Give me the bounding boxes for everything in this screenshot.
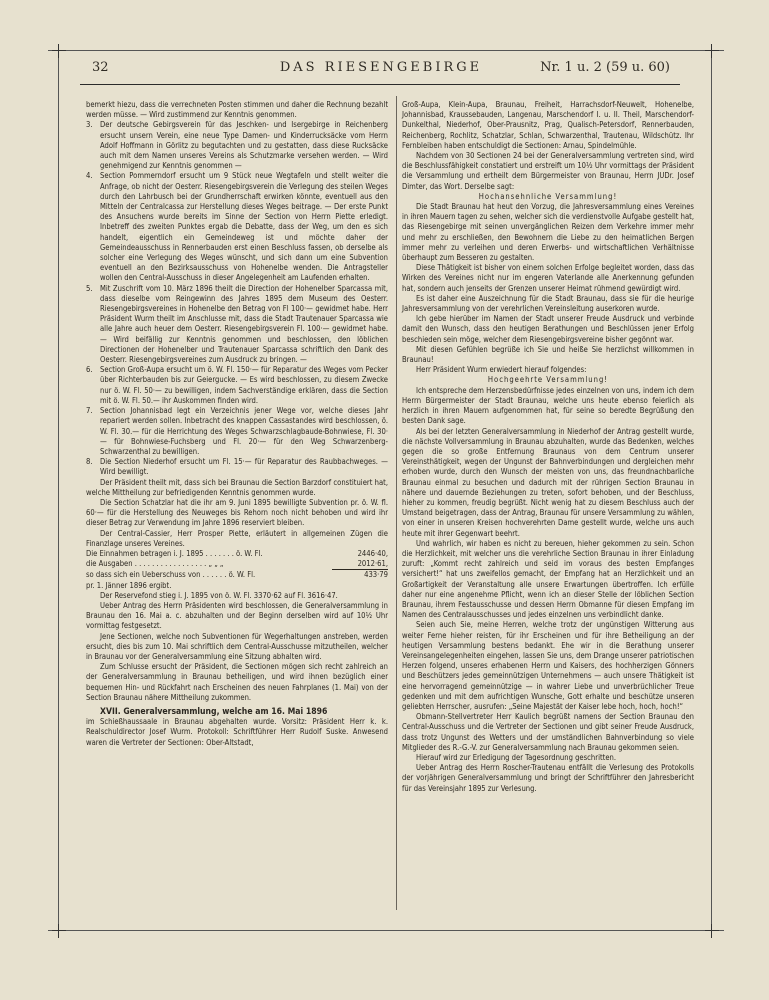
- finance-line: [86, 570, 388, 580]
- paragraph: Seien auch Sie, meine Herren, welche trotz der ungünstigen Witterung aus weiter Ferne hieher reisten, für ihr Erscheinen und für ihre Betheiligung an der heutigen Versammlung bestens bedankt. Ehe wir in die Berathung unserer Vereinsangelegenheiten eingehen, lassen Sie uns, dem Drange unserer patriotischen Herzen folgend, unseres erhabenen Herrn und Kaisers, des hochherzigen Gönners und Beschützers jedes gemeinnützigen Unternehmens — auch unsere Thätigkeit ist eine hervorragend gemeinnützige — in wahrer Liebe und unverbrüchlicher Treue gedenken und mit dem aufrichtigen Wunsche, Gott erhalte und beschütze unseren geliebten Herrscher, ausrufen: „Seine Majestät der Kaiser lebe hoch, hoch, hoch!“: [402, 620, 694, 711]
- finance-value: 2446·40,: [357, 548, 388, 558]
- left-frame-line: [58, 46, 59, 938]
- page-header: [92, 60, 670, 80]
- column-divider: [396, 96, 397, 910]
- item-text: Section Groß-Aupa ersucht um ö. W. Fl. 150·— für Reparatur des Weges vom Pecker über Richterbauden bis zur Geiergucke. — Es wird beschlossen, zu diesem Zwecke nur ö. W. Fl. 50·— zu bewilligen, indem Sachverständige erklären, dass die Section mit ö. W. Fl. 50.— ihr Auskommen finden wird.: [100, 365, 388, 405]
- list-item: [86, 406, 388, 457]
- finance-label: so dass sich ein Ueberschuss von . . . . . . ö. W. Fl.: [86, 570, 256, 580]
- list-item: [86, 120, 388, 171]
- paragraph: im Schießhaussaale in Braunau abgehalten wurde. Vorsitz: Präsident Herr k. k. Realschuldirector Josef Wurm. Protokoll: Schriftführer Herr Rudolf Suske. Anwesend waren die Vertreter der Sectionen: Ober-Altstadt,: [86, 717, 388, 747]
- paragraph: Der Reservefond stieg i. J. 1895 von ö. W. Fl. 3370·62 auf Fl. 3616·47.: [100, 590, 338, 600]
- item-number: 3.: [86, 120, 93, 130]
- paragraph: Ueber Antrag des Herrn Roscher-Trautenau entfällt die Verlesung des Protokolls der vorjährigen Generalversammlung und bringt der Schriftführer den Jahresbericht für das Vereinsjahr 1895 zur Verlesung.: [402, 763, 694, 793]
- bottom-frame-line: [48, 930, 724, 931]
- journal-title: DAS RIESENGEBIRGE: [279, 60, 483, 75]
- item-text: Section Pommerndorf ersucht um 9 Stück neue Wegtafeln und stellt weiter die Anfrage, ob nicht der Oesterr. Riesengebirgsverein die Verlegung des steilen Weges durch den Lahrbusch bei der Grundherrschaft erwirken könnte, eventuell aus den Mitteln der Centralcassa zur Herstellung dieses Weges beitrage. — Der erste Punkt des Ansuchens wurde bereits im Sinne der Section von Herrn Piette erledigt. Inbetreff des zweiten Punktes ergab die Debatte, dass der Weg, um den es sich handelt, eigentlich ein Gemeindeweg ist und möchte daher der Gemeindeausschuss in Rennerbauden erst einen Beschluss fassen, ob derselbe als solcher eine Verlegung des Weges wünscht, und sich dann um eine Subvention eventuell an den Bezirksausschuss von Hohenelbe wenden. Die Antragsteller wollen den Central-Ausschuss in dieser Angelegenheit am Laufenden erhalten.: [100, 171, 388, 283]
- paragraph: Ueber Antrag des Herrn Präsidenten wird beschlossen, die Generalversammlung in Braunau den 16. Mai a. c. abzuhalten und der Beginn derselben wird auf 10½ Uhr vormittag festgesetzt.: [86, 600, 388, 631]
- finance-label: die Ausgaben . . . . . . . . . . . . . . . . . „ „ „: [86, 559, 224, 569]
- paragraph: Obmann-Stellvertreter Herr Kaulich begrüßt namens der Section Braunau den Central-Ausschuss und die Vertreter der Sectionen und gibt seiner Freude Ausdruck, dass trotz Ungunst des Wetters und der umständlichen Bahnverbindung so viele Mitglieder des R.-G.-V. zur Generalversammlung nach Braunau gekommen seien.: [402, 712, 694, 752]
- finance-value: 2012·61,: [332, 559, 388, 570]
- paragraph: Und wahrlich, wir haben es nicht zu bereuen, hieher gekommen zu sein. Schon die Herzlichkeit, mit welcher uns die verehrliche Section Braunau in ihrer Einladung zuruft: „Kommt recht zahlreich und seid im voraus des besten Empfanges versichert!“ hat uns zweifellos gemacht, der Empfang hat an Herzlichkeit und an Großartigkeit der Veranstaltung alle unsere Erwartungen übertroffen. Ich erfülle daher nur eine angenehme Pflicht, wenn ich an dieser Stelle der löblichen Section Braunau, ihrem Festausschusse und dessen Herrn Obmanne für diesen Empfang im Namen des Centralausschusses und jedes einzelnen uns verbindlicht danke.: [402, 538, 694, 620]
- item-number: 4.: [86, 171, 93, 181]
- finance-value: 433·79: [364, 570, 388, 580]
- corner-cross-icon: [52, 44, 66, 58]
- paragraph: Diese Thätigkeit ist bisher von einem solchen Erfolge begleitet worden, dass das Wirken des Vereines nicht nur im engeren Vaterlande alle Anerkennung gefunden hat, sondern auch jenseits der Grenzen unserer Heimat rühmend gewürdigt wird.: [402, 263, 694, 293]
- paragraph: Die Stadt Braunau hat heut den Vorzug, die Jahresversammlung eines Vereines in ihren Mauern tagen zu sehen, welcher sich die verdienstvolle Aufgabe gestellt hat, das Riesengebirge mit seinen unvergänglichen Reizen dem Verkehre immer mehr und mehr zu erschließen, den Bewohnern die Liebe zu den heimatlichen Bergen immer mehr zu verleihen und deren Erwerbs- und wirtschaftlichen Verhältnisse überhaupt zum Besseren zu gestalten.: [402, 202, 694, 263]
- top-frame-line: [48, 50, 724, 51]
- item-number: 5.: [86, 283, 93, 293]
- header-rule: [80, 84, 680, 85]
- paragraph: Ich gebe hierüber im Namen der Stadt unserer Freude Ausdruck und verbinde damit den Wunsch, dass den heutigen Berathungen und Beschlüssen jener Erfolg beschieden sein möge, welcher dem Riesengebirgsvereine bisher gegönnt war.: [402, 314, 694, 344]
- finance-label: Die Einnahmen betragen i. J. 1895 . . . . . . . ö. W. Fl.: [86, 548, 263, 558]
- right-column: [402, 100, 694, 794]
- list-item: [86, 171, 388, 283]
- corner-cross-icon: [705, 924, 719, 938]
- page-number: 32: [92, 60, 109, 75]
- corner-cross-icon: [705, 44, 719, 58]
- issue-number: Nr. 1 u. 2 (59 u. 60): [540, 60, 670, 75]
- item-text: Der deutsche Gebirgsverein für das Jeschken- und Isergebirge in Reichenberg ersucht unsern Verein, eine neue Type Damen- und Kinderrucksäcke vom Herrn Adolf Hoffmann in Görlitz zu begutachten und zu gestatten, dass diese Rucksäcke auch mit dem Namen unseres Vereins als Schutzmarke versehen werden. — Wird genehmigend zur Kenntnis genommen —: [100, 120, 388, 171]
- paragraph: Als bei der letzten Generalversammlung in Niederhof der Antrag gestellt wurde, die nächste Vollversammlung in Braunau abzuhalten, wurde das Bedenken, welches gegen die so große Entfernung Braunaus von dem Centrum unserer Vereinsthätigkeit, wegen der Ungunst der Bahnverbindungen und dergleichen mehr erhoben wurde, durch den Wunsch der meisten von uns, das freundnachbarliche Braunau einmal zu besuchen und dadurch mit der rührigen Section Braunau in nähere und dauernde Beziehungen zu treten, sofort behoben, und der Beschluss, hieher zu kommen, freudig begrüßt. Nicht wenig hat zu diesem Beschluss auch der Umstand beigetragen, dass der Antrag, Braunau für unsere Versammlung zu wählen, von einer in unseren Kreisen hochverehrten Dame gestellt wurde, welche uns auch heute mit ihrer Gegenwart beehrt.: [402, 426, 694, 538]
- paragraph: Der Central-Cassier, Herr Prosper Piette, erläutert in allgemeinen Zügen die Finanzlage unseres Vereines.: [86, 528, 388, 548]
- list-item: [86, 365, 388, 406]
- item-text: Section Johannisbad legt ein Verzeichnis jener Wege vor, welche dieses Jahr repariert werden sollen. Inbetracht des knappen Cassastandes wird beschlossen, ö. W. Fl. 30.— für die Herrichtung des Weges Schwarzschlagbaude-Bohnwiese, Fl. 30·— für Bohnwiese-Fuchsberg und Fl. 20·— für den Weg Schwarzenberg-Schwarzenthal zu bewilligen.: [100, 406, 388, 456]
- paragraph: Mit diesen Gefühlen begrüße ich Sie und heiße Sie herzlichst willkommen in Braunau!: [402, 344, 694, 365]
- item-text: Mit Zuschrift vom 10. März 1896 theilt die Direction der Hohenelber Sparcassa mit, dass dieselbe vom Reingewinn des Jahres 1895 dem Museum des Oesterr. Riesengebirgsvereines in Hohenelbe den Betrag von Fl 100·— gewidmet habe. Herr Präsident Wurm theilt im Anschlusse mit, dass die Stadt Trautenauer Sparcassa wie alle Jahre auch heuer dem Oesterr. Riesengebirgsverein Fl. 100·— gewidmet habe. — Wird beifällig zur Kenntnis genommen und beschlossen, den löblichen Directionen der Hohenelber und Trautenauer Sparcassa schriftlich den Dank des Oesterr. Riesengebirgsvereines zum Ausdruck zu bringen. —: [100, 283, 388, 365]
- paragraph: Die Section Schatzlar hat die ihr am 9. Juni 1895 bewilligte Subvention pr. ö. W. fl. 60·— für die Herstellung des Neuweges bis Rehorn noch nicht behoben und wird ihr dieser Betrag zur Verwendung im Jahre 1896 reserviert bleiben.: [86, 497, 388, 528]
- finance-line: [86, 549, 388, 559]
- paragraph: Herr Präsident Wurm erwiedert hierauf folgendes:: [416, 365, 587, 375]
- paragraph: Ich entspreche dem Herzensbedürfnisse jedes einzelnen von uns, indem ich dem Herrn Bürgermeister der Stadt Braunau, welche uns heute ebenso feierlich als herzlich in ihren Mauern aufgenommen hat, für seine so beredte Begrüßung den besten Dank sage.: [402, 385, 694, 426]
- salutation: Hochgeehrte Versammlung!: [487, 375, 609, 385]
- paragraph: Nachdem von 30 Sectionen 24 bei der Generalversammlung vertreten sind, wird die Beschlussfähigkeit constatiert und erstreift um 10½ Uhr vormittags der Präsident die Versammlung und ertheilt dem Bürgermeister von Braunau, Herrn JUDr. Josef Dimter, das Wort. Derselbe sagt:: [402, 151, 694, 191]
- list-item: [86, 284, 388, 366]
- paragraph: Hierauf wird zur Erledigung der Tagesordnung geschritten.: [416, 753, 617, 762]
- item-number: 8.: [86, 457, 93, 467]
- item-number: 7.: [86, 406, 93, 416]
- corner-cross-icon: [52, 924, 66, 938]
- left-column: [86, 100, 388, 748]
- paragraph: Der Präsident theilt mit, dass sich bei Braunau die Section Barzdorf constituiert hat, welche Mittheilung zur befriedigenden Kenntnis genommen wurde.: [86, 477, 388, 497]
- paragraph: Jene Sectionen, welche noch Subventionen für Wegerhaltungen anstreben, werden ersucht, dies bis zum 10. Mai schriftlich dem Central-Ausschusse mitzutheilen, welcher in Braunau vor der Generalversammlung eine Sitzung abhalten wird.: [86, 631, 388, 661]
- right-frame-line: [711, 46, 712, 938]
- item-text: Die Section Niederhof ersucht um Fl. 15·— für Reparatur des Raubbachweges. — Wird bewilligt.: [100, 457, 388, 477]
- section-heading: XVII. Generalversammlung, welche am 16. Mai 1896: [100, 706, 328, 717]
- salutation: Hochansehnliche Versammlung!: [478, 191, 618, 201]
- paragraph: Zum Schlusse ersucht der Präsident, die Sectionen mögen sich recht zahlreich an der Generalversammlung in Braunau betheiligen, und wird ihnen bezüglich einer bequemen Hin- und Rückfahrt nach Erscheinen des neuen Fahrplanes (1. Mai) von der Section Braunau nähere Mittheilung zukommen.: [86, 662, 388, 702]
- paragraph: Es ist daher eine Auszeichnung für die Stadt Braunau, dass sie für die heurige Jahresversammlung von der verehrlichen Vereinsleitung auserkoren wurde.: [402, 293, 694, 314]
- list-item: [86, 457, 388, 477]
- item-number: 6.: [86, 365, 93, 375]
- paragraph: pr. 1. Jänner 1896 ergibt.: [86, 580, 172, 590]
- finance-line: [86, 559, 388, 570]
- paragraph: bemerkt hiezu, dass die verrechneten Posten stimmen und daher die Rechnung bezahlt werden müsse. — Wird zustimmend zur Kenntnis genommen.: [86, 100, 388, 120]
- paragraph: Groß-Aupa, Klein-Aupa, Braunau, Freiheit, Harrachsdorf-Neuwelt, Hohenelbe, Johannisbad, Kraussebauden, Langenau, Marschendorf I. u. II. Theil, Marschendorf-Dunkelthal, Niederhof, Ober-Prausnitz, Prag, Qualisch-Petersdorf, Rennerbauden, Reichenberg, Rochlitz, Schatzlar, Schlan, Schwarzenthal, Trautenau, Wildschütz. Ihr Fernbleiben haben entschuldigt die Sectionen: Arnau, Spindelmühle.: [402, 100, 694, 150]
